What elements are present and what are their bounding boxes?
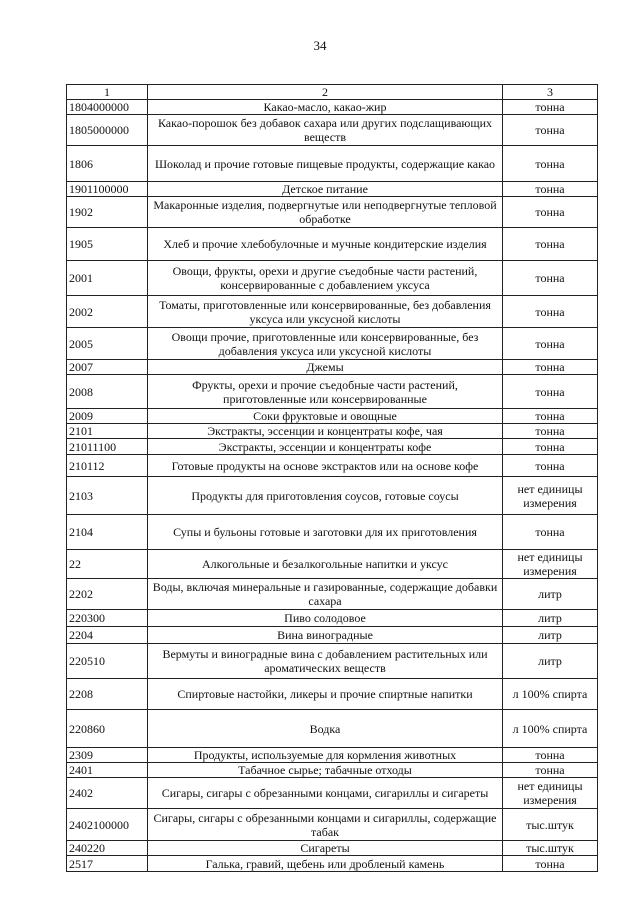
unit-cell: тонна [503, 115, 598, 146]
header-col-3: 3 [503, 85, 598, 100]
name-cell: Какао-порошок без добавок сахара или других подслащивающих веществ [148, 115, 503, 146]
table-row [67, 261, 598, 296]
name-cell: Спиртовые настойки, ликеры и прочие спиртные напитки [148, 679, 503, 710]
name-cell: Шоколад и прочие готовые пищевые продукты, содержащие какао [148, 146, 503, 182]
table-row [67, 228, 598, 261]
unit-cell: л 100% спирта [503, 679, 598, 710]
header-col-2: 2 [148, 85, 503, 100]
goods-table [66, 84, 598, 872]
table-row [67, 146, 598, 182]
code-cell: 22 [67, 550, 148, 579]
table-row [67, 197, 598, 228]
page-number: 34 [313, 38, 327, 53]
unit-cell: тонна [503, 455, 598, 477]
table-row [67, 809, 598, 841]
unit-cell: литр [503, 627, 598, 644]
name-cell: Супы и бульоны готовые и заготовки для их приготовления [148, 515, 503, 550]
code-cell: 2309 [67, 748, 148, 763]
code-cell: 1905 [67, 228, 148, 261]
unit-cell: тонна [503, 146, 598, 182]
unit-cell: тонна [503, 856, 598, 872]
code-cell: 2103 [67, 477, 148, 515]
unit-cell: тонна [503, 763, 598, 778]
name-cell: Сигары, сигары с обрезанными концами и сигариллы, содержащие табак [148, 809, 503, 841]
unit-cell: тонна [503, 228, 598, 261]
code-cell: 210112 [67, 455, 148, 477]
code-cell: 1806 [67, 146, 148, 182]
table-row [67, 296, 598, 328]
unit-cell: тонна [503, 409, 598, 424]
table-row [67, 550, 598, 579]
name-cell: Экстракты, эссенции и концентраты кофе, чая [148, 424, 503, 439]
table-row [67, 856, 598, 872]
code-cell: 2517 [67, 856, 148, 872]
table-row [67, 515, 598, 550]
table-row [67, 679, 598, 710]
name-cell: Сигареты [148, 841, 503, 856]
name-cell: Какао-масло, какао-жир [148, 100, 503, 115]
code-cell: 2402 [67, 778, 148, 809]
name-cell: Сигары, сигары с обрезанными концами, сигариллы и сигареты [148, 778, 503, 809]
name-cell: Готовые продукты на основе экстрактов или на основе кофе [148, 455, 503, 477]
unit-cell: тонна [503, 424, 598, 439]
code-cell: 21011100 [67, 439, 148, 455]
table-row [67, 328, 598, 360]
table-row [67, 748, 598, 763]
table-row [67, 763, 598, 778]
unit-cell: тыс.штук [503, 841, 598, 856]
table-row [67, 610, 598, 627]
code-cell: 2002 [67, 296, 148, 328]
code-cell: 2001 [67, 261, 148, 296]
name-cell: Макаронные изделия, подвергнутые или неподвергнутые тепловой обработке [148, 197, 503, 228]
name-cell: Табачное сырье; табачные отходы [148, 763, 503, 778]
table-row [67, 477, 598, 515]
code-cell: 240220 [67, 841, 148, 856]
name-cell: Фрукты, орехи и прочие съедобные части растений, приготовленные или консервированные [148, 375, 503, 409]
table-row [67, 115, 598, 146]
table-row [67, 360, 598, 375]
table-row [67, 778, 598, 809]
name-cell: Вина виноградные [148, 627, 503, 644]
table-header-row [67, 85, 598, 100]
code-cell: 220860 [67, 710, 148, 748]
unit-cell: нет единицы измерения [503, 778, 598, 809]
name-cell: Соки фруктовые и овощные [148, 409, 503, 424]
code-cell: 2007 [67, 360, 148, 375]
name-cell: Вермуты и виноградные вина с добавлением растительных или ароматических веществ [148, 644, 503, 679]
unit-cell: тонна [503, 360, 598, 375]
code-cell: 2401 [67, 763, 148, 778]
code-cell: 2204 [67, 627, 148, 644]
code-cell: 1804000000 [67, 100, 148, 115]
table-row [67, 841, 598, 856]
name-cell: Детское питание [148, 182, 503, 197]
unit-cell: тонна [503, 100, 598, 115]
table-row [67, 375, 598, 409]
name-cell: Водка [148, 710, 503, 748]
unit-cell: л 100% спирта [503, 710, 598, 748]
code-cell: 1901100000 [67, 182, 148, 197]
unit-cell: литр [503, 644, 598, 679]
code-cell: 2104 [67, 515, 148, 550]
name-cell: Овощи, фрукты, орехи и другие съедобные части растений, консервированные с добавлением уксуса [148, 261, 503, 296]
table-row [67, 424, 598, 439]
table-row [67, 455, 598, 477]
unit-cell: нет единицы измерения [503, 550, 598, 579]
code-cell: 2202 [67, 579, 148, 610]
name-cell: Продукты для приготовления соусов, готовые соусы [148, 477, 503, 515]
table-row [67, 579, 598, 610]
unit-cell: тонна [503, 182, 598, 197]
unit-cell: тонна [503, 328, 598, 360]
header-col-1: 1 [67, 85, 148, 100]
code-cell: 220300 [67, 610, 148, 627]
code-cell: 2009 [67, 409, 148, 424]
name-cell: Томаты, приготовленные или консервированные, без добавления уксуса или уксусной кислоты [148, 296, 503, 328]
code-cell: 2402100000 [67, 809, 148, 841]
table-row [67, 182, 598, 197]
unit-cell: литр [503, 579, 598, 610]
table-row [67, 644, 598, 679]
name-cell: Продукты, используемые для кормления животных [148, 748, 503, 763]
code-cell: 2208 [67, 679, 148, 710]
name-cell: Пиво солодовое [148, 610, 503, 627]
unit-cell: тонна [503, 375, 598, 409]
code-cell: 2005 [67, 328, 148, 360]
unit-cell: тыс.штук [503, 809, 598, 841]
table-row [67, 439, 598, 455]
name-cell: Экстракты, эссенции и концентраты кофе [148, 439, 503, 455]
name-cell: Джемы [148, 360, 503, 375]
unit-cell: тонна [503, 197, 598, 228]
code-cell: 1805000000 [67, 115, 148, 146]
unit-cell: тонна [503, 748, 598, 763]
table-row [67, 627, 598, 644]
name-cell: Овощи прочие, приготовленные или консервированные, без добавления уксуса или уксусной кислоты [148, 328, 503, 360]
name-cell: Воды, включая минеральные и газированные, содержащие добавки сахара [148, 579, 503, 610]
name-cell: Галька, гравий, щебень или дробленый камень [148, 856, 503, 872]
unit-cell: тонна [503, 296, 598, 328]
code-cell: 2008 [67, 375, 148, 409]
table-row [67, 100, 598, 115]
code-cell: 1902 [67, 197, 148, 228]
unit-cell: тонна [503, 261, 598, 296]
unit-cell: литр [503, 610, 598, 627]
name-cell: Алкогольные и безалкогольные напитки и уксус [148, 550, 503, 579]
unit-cell: нет единицы измерения [503, 477, 598, 515]
table-row [67, 409, 598, 424]
code-cell: 220510 [67, 644, 148, 679]
code-cell: 2101 [67, 424, 148, 439]
name-cell: Хлеб и прочие хлебобулочные и мучные кондитерские изделия [148, 228, 503, 261]
table-row [67, 710, 598, 748]
unit-cell: тонна [503, 439, 598, 455]
unit-cell: тонна [503, 515, 598, 550]
